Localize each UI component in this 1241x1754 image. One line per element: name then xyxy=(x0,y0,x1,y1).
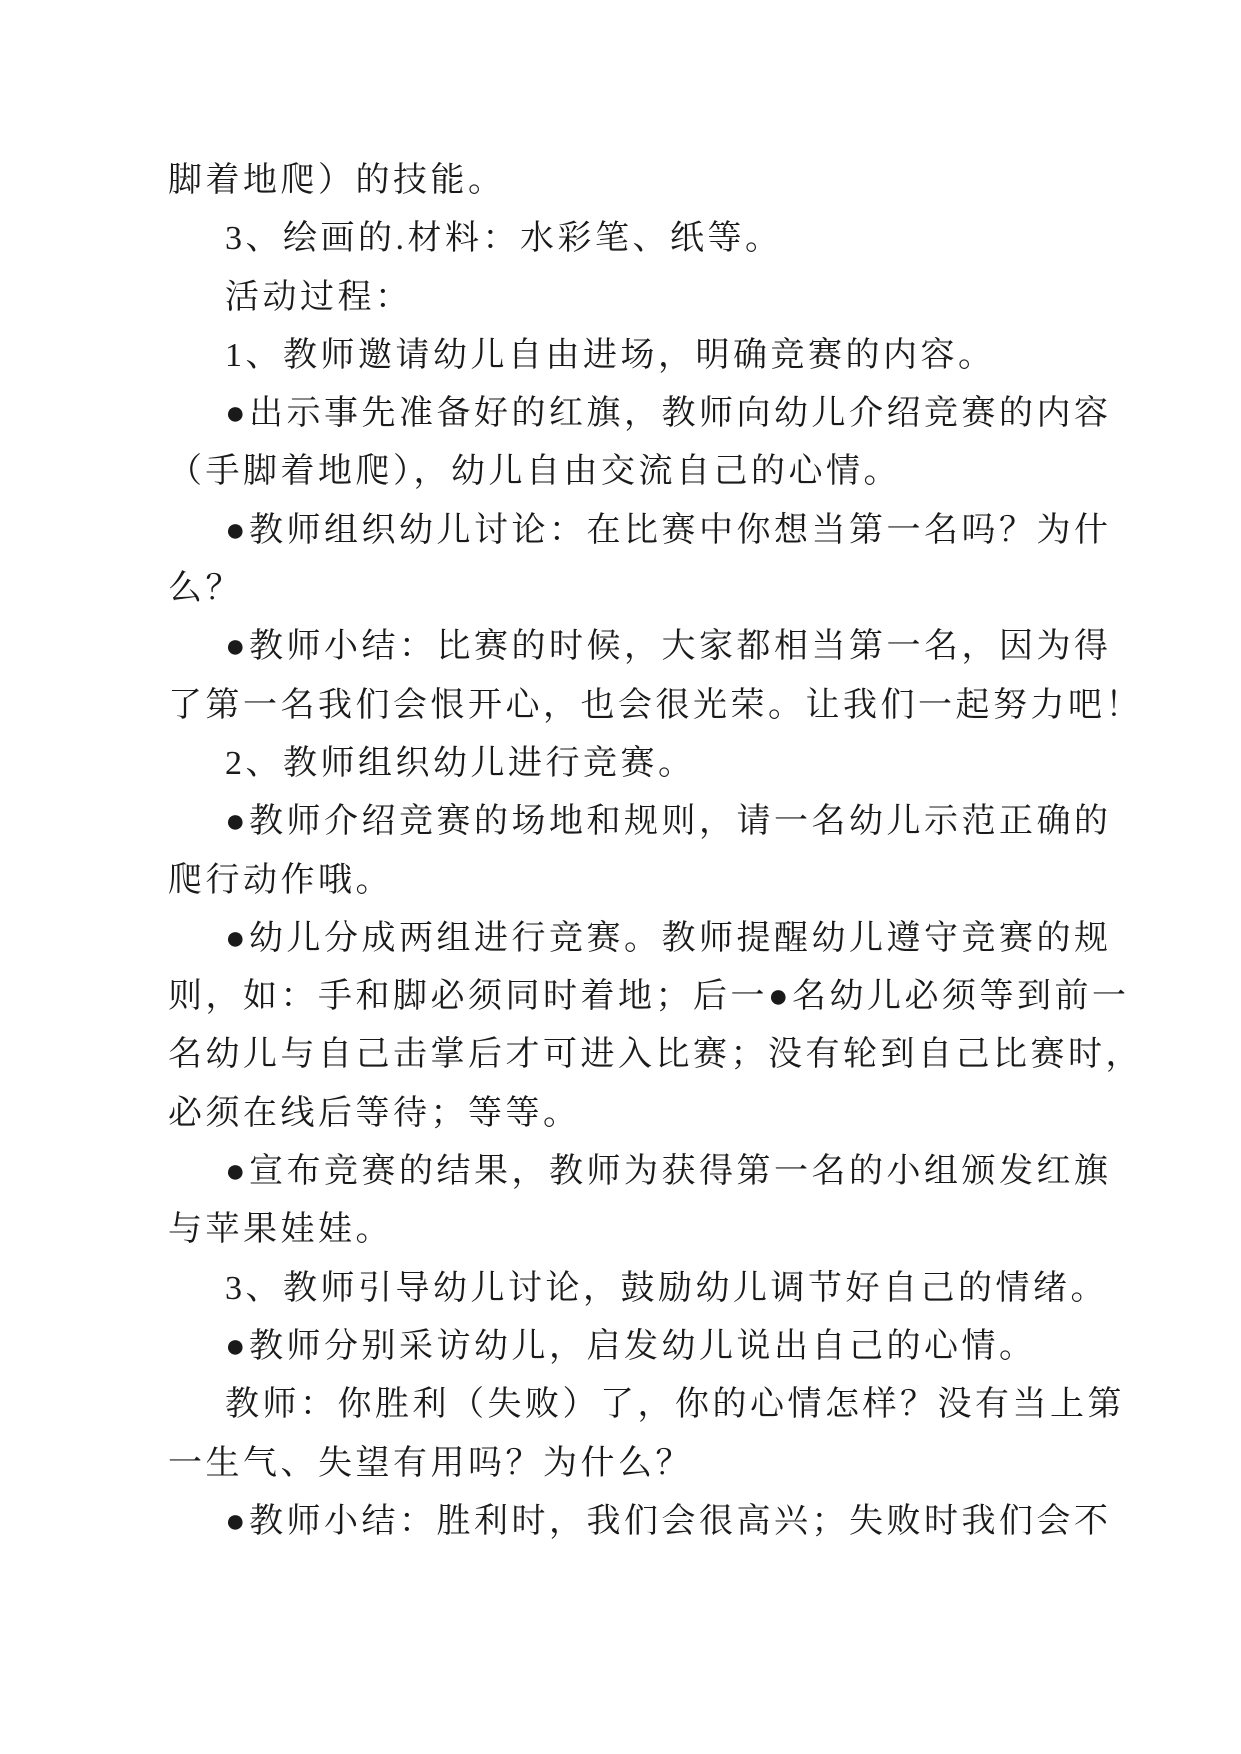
text-line: 必须在线后等待；等等。 xyxy=(168,1094,581,1132)
text-line: 2、教师组织幼儿进行竞赛。 xyxy=(225,744,696,782)
text-line: 爬行动作哦。 xyxy=(168,861,393,899)
document-body xyxy=(168,152,1143,1551)
text-line: ●教师组织幼儿讨论：在比赛中你想当第一名吗？为什 xyxy=(225,511,1112,549)
text-line: 1、教师邀请幼儿自由进场，明确竞赛的内容。 xyxy=(225,336,996,374)
text-line: 3、教师引导幼儿讨论，鼓励幼儿调节好自己的情绪。 xyxy=(225,1269,1108,1307)
text-line: ●幼儿分成两组进行竞赛。教师提醒幼儿遵守竞赛的规 xyxy=(225,919,1112,957)
text-line: ●教师分别采访幼儿，启发幼儿说出自己的心情。 xyxy=(225,1327,1037,1365)
text-line: 与苹果娃娃。 xyxy=(168,1211,393,1249)
text-line: 名幼儿与自己击掌后才可进入比赛；没有轮到自己比赛时， xyxy=(168,1036,1143,1074)
text-line: 3、绘画的.材料：水彩笔、纸等。 xyxy=(225,220,783,258)
text-line: 脚着地爬）的技能。 xyxy=(168,162,506,199)
text-line: 活动过程： xyxy=(225,278,413,316)
text-line: ●教师小结：胜利时，我们会很高兴；失败时我们会不 xyxy=(225,1502,1112,1540)
text-line: 了第一名我们会恨开心，也会很光荣。让我们一起努力吧！ xyxy=(168,686,1143,724)
text-line: 一生气、失望有用吗？为什么？ xyxy=(168,1444,693,1482)
text-line: 么？ xyxy=(168,570,243,608)
text-line: 教师：你胜利（失败）了，你的心情怎样？没有当上第 xyxy=(225,1386,1125,1424)
text-line: 则，如：手和脚必须同时着地；后一●名幼儿必须等到前一 xyxy=(168,978,1130,1016)
text-line: ●教师小结：比赛的时候，大家都相当第一名，因为得 xyxy=(225,628,1112,666)
text-line: ●出示事先准备好的红旗，教师向幼儿介绍竞赛的内容 xyxy=(225,395,1112,433)
text-line: ●宣布竞赛的结果，教师为获得第一名的小组颁发红旗 xyxy=(225,1153,1112,1191)
text-line: ●教师介绍竞赛的场地和规则，请一名幼儿示范正确的 xyxy=(225,803,1112,841)
text-line: （手脚着地爬），幼儿自由交流自己的心情。 xyxy=(168,453,901,491)
